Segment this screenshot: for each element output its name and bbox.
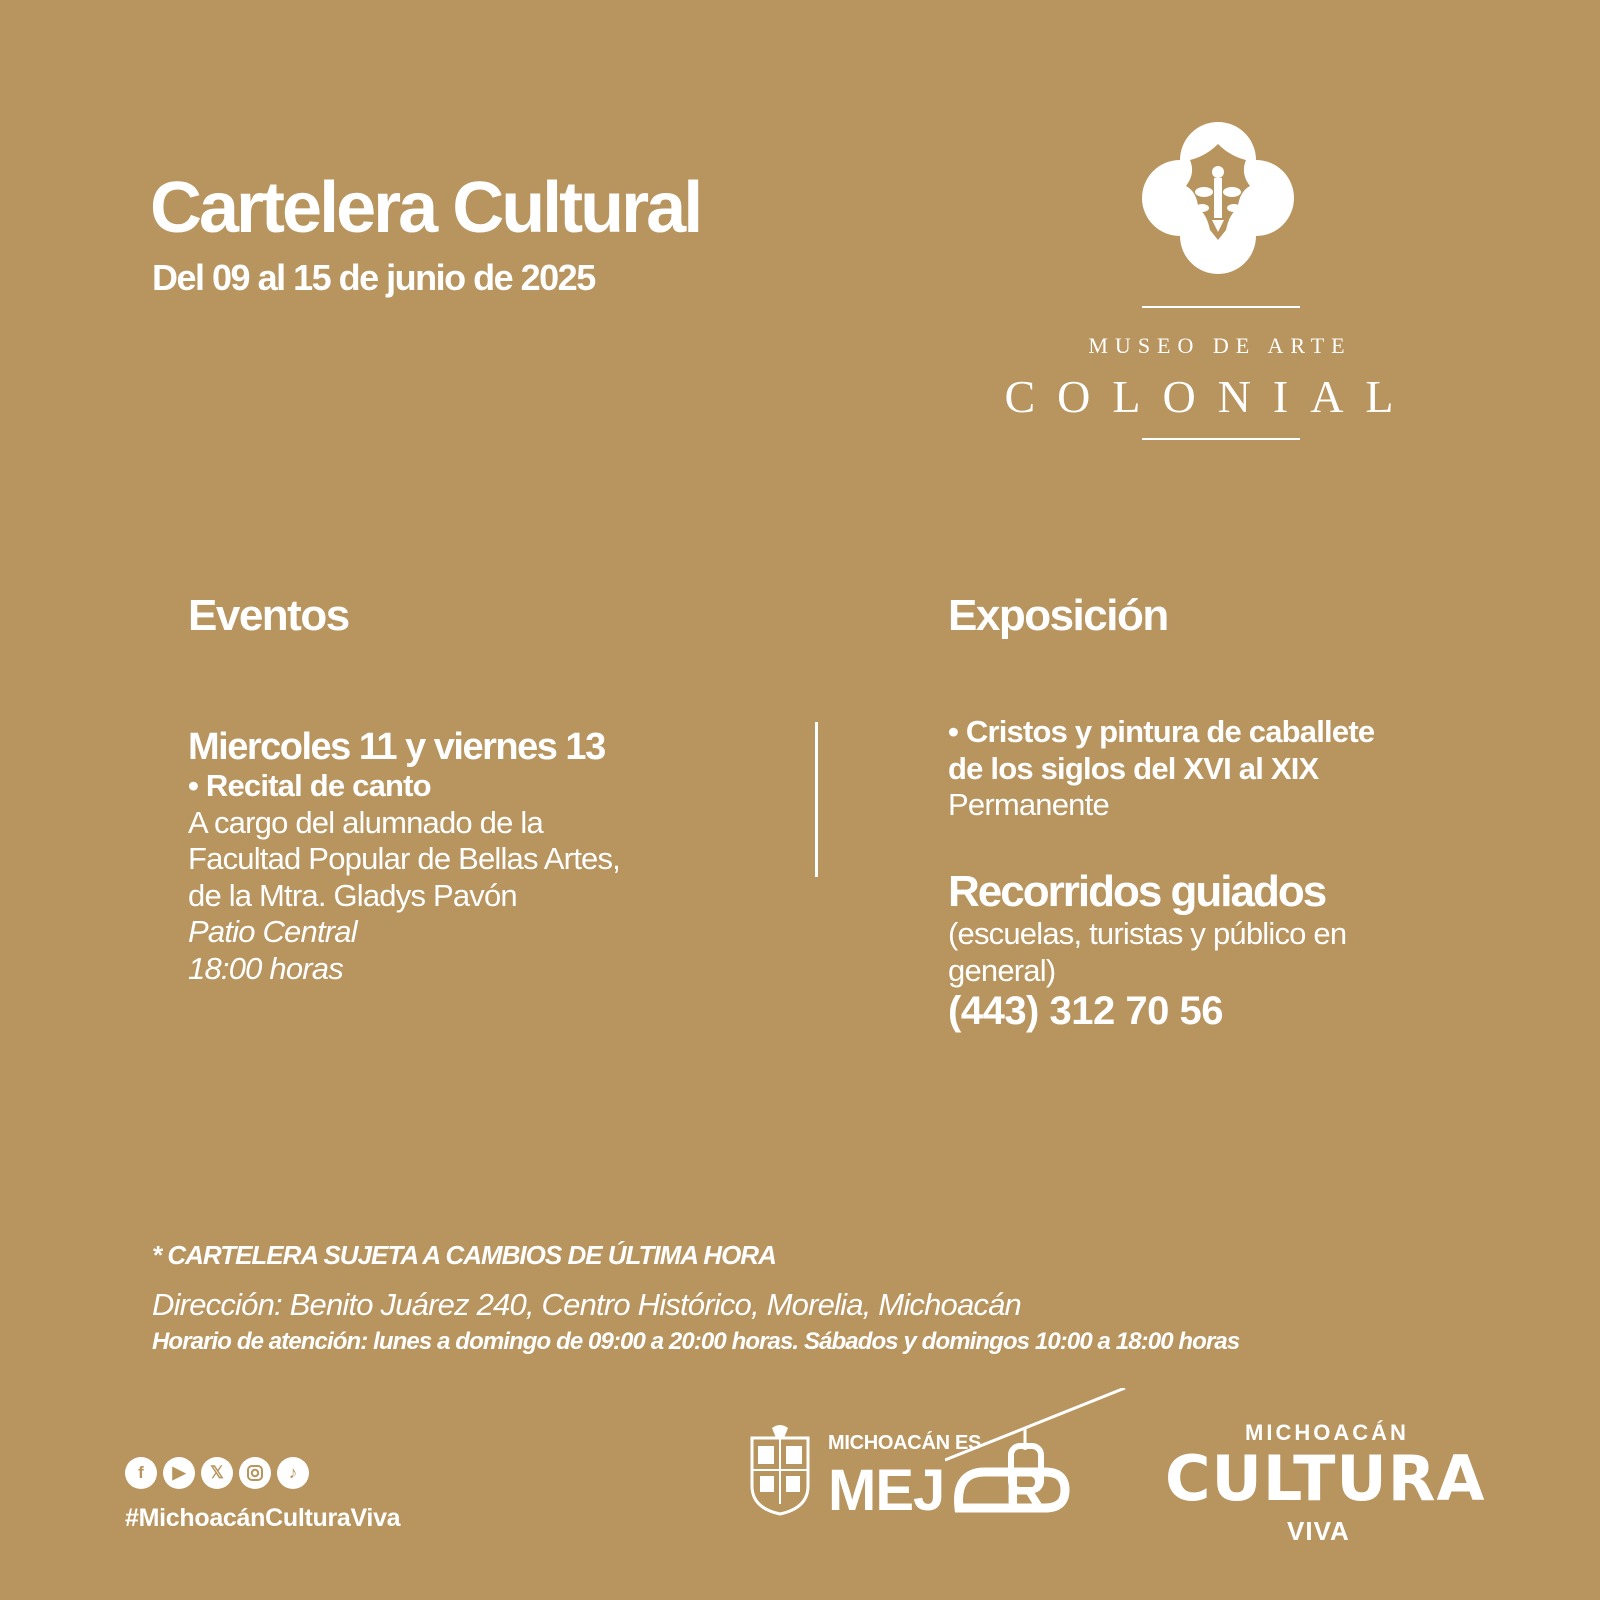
event-date: Miercoles 11 y viernes 13 (188, 726, 605, 768)
exhibition-status: Permanente (948, 787, 1109, 822)
logo-top-rule (1142, 306, 1300, 308)
column-divider (815, 722, 818, 877)
event-details (188, 768, 620, 987)
address: Dirección: Benito Juárez 240, Centro Histórico, Morelia, Michoacán (152, 1287, 1021, 1322)
eventos-heading: Eventos (188, 591, 349, 640)
guided-tours-heading: Recorridos guiados (948, 867, 1326, 916)
gov-logo-text-top: MICHOACÁN ES (828, 1432, 982, 1454)
facebook-icon[interactable]: f (125, 1457, 157, 1489)
instagram-icon[interactable] (239, 1457, 271, 1489)
cultura-logo-top: MICHOACÁN (1245, 1420, 1409, 1445)
cultura-logo-bottom: VIVA (1287, 1516, 1350, 1546)
event-time: 18:00 horas (188, 950, 343, 986)
exposicion-heading: Exposición (948, 591, 1168, 640)
museum-emblem-logo (1128, 108, 1308, 288)
disclaimer: * CARTELERA SUJETA A CAMBIOS DE ÚLTIMA HORA (152, 1240, 776, 1270)
event-title: • Recital de canto (188, 768, 431, 803)
museum-name-line1: MUSEO DE ARTE (1088, 333, 1352, 358)
hashtag: #MichoacánCulturaViva (125, 1504, 401, 1532)
event-desc-line: de la Mtra. Gladys Pavón (188, 877, 517, 913)
event-desc-line: Facultad Popular de Bellas Artes, (188, 841, 620, 876)
tiktok-icon[interactable]: ♪ (277, 1457, 309, 1489)
guided-tours-desc-line: general) (948, 952, 1056, 988)
social-icons (125, 1457, 309, 1489)
exhibition-title-line: • Cristos y pintura de caballete (948, 714, 1375, 749)
exhibition-title-line: de los siglos del XVI al XIX (948, 750, 1319, 786)
event-place: Patio Central (188, 914, 357, 949)
date-range: Del 09 al 15 de junio de 2025 (152, 257, 595, 298)
guided-tours-desc-line: (escuelas, turistas y público en (948, 916, 1347, 951)
guided-tours-details (948, 916, 1408, 1033)
x-icon[interactable]: 𝕏 (201, 1457, 233, 1489)
cultura-logo-main: CULTURA (1165, 1442, 1486, 1515)
event-desc-line: A cargo del alumnado de la (188, 804, 543, 840)
youtube-icon[interactable]: ▶ (163, 1457, 195, 1489)
cable-car-icon (945, 1388, 1127, 1521)
exhibition-details (948, 714, 1508, 824)
museum-name-line2: COLONIAL (1004, 371, 1416, 422)
logo-bottom-rule (1142, 438, 1300, 440)
state-coat-of-arms-logo (748, 1424, 812, 1521)
page-title: Cartelera Cultural (150, 168, 701, 248)
opening-hours: Horario de atención: lunes a domingo de 09:00 a 20:00 horas. Sábados y domingos 10:00 a 18:00 horas (152, 1328, 1240, 1355)
phone-number: (443) 312 70 56 (948, 989, 1223, 1033)
gov-logo-text-main: MEJ R (828, 1458, 1046, 1523)
